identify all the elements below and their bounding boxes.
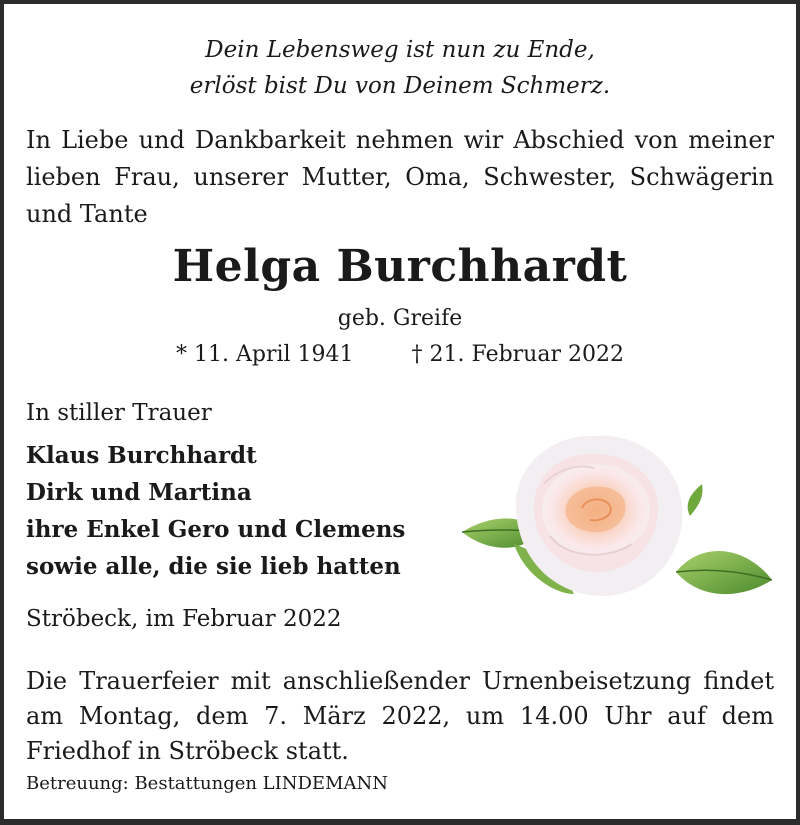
motto [4, 32, 796, 104]
mourner-line: ihre Enkel Gero und Clemens [26, 516, 406, 543]
intro-text: In Liebe und Dankbarkeit nehmen wir Abschied von meiner lieben Frau, unserer Mutter, Oma, Schwester, Schwägerin und Tante [26, 126, 774, 228]
place-and-date: Ströbeck, im Februar 2022 [26, 606, 342, 632]
rose-icon [454, 424, 784, 614]
mourner-line: sowie alle, die sie lieb hatten [26, 553, 401, 580]
obituary-notice [4, 4, 796, 819]
ceremony-info: Die Trauerfeier mit anschließender Urnenbeisetzung findet am Montag, dem 7. März 2022, um 14.00 Uhr auf dem Friedhof in Ströbeck statt. [26, 667, 774, 765]
birth-name: geb. Greife [337, 306, 463, 331]
motto-line-1: Dein Lebensweg ist nun zu Ende, [205, 37, 595, 63]
mourning-heading: In stiller Trauer [26, 400, 212, 426]
mourner-line: Klaus Burchhardt [26, 442, 257, 469]
motto-line-2: erlöst bist Du von Deinem Schmerz. [189, 73, 611, 99]
birth-date: * 11. April 1941 [176, 342, 354, 367]
mourner-line: Dirk und Martina [26, 479, 252, 506]
funeral-home: Betreuung: Bestattungen LINDEMANN [26, 773, 388, 794]
deceased-name: Helga Burchhardt [172, 241, 628, 292]
mourners-list [26, 437, 405, 585]
death-date: † 21. Februar 2022 [411, 342, 624, 367]
life-dates [4, 340, 796, 370]
